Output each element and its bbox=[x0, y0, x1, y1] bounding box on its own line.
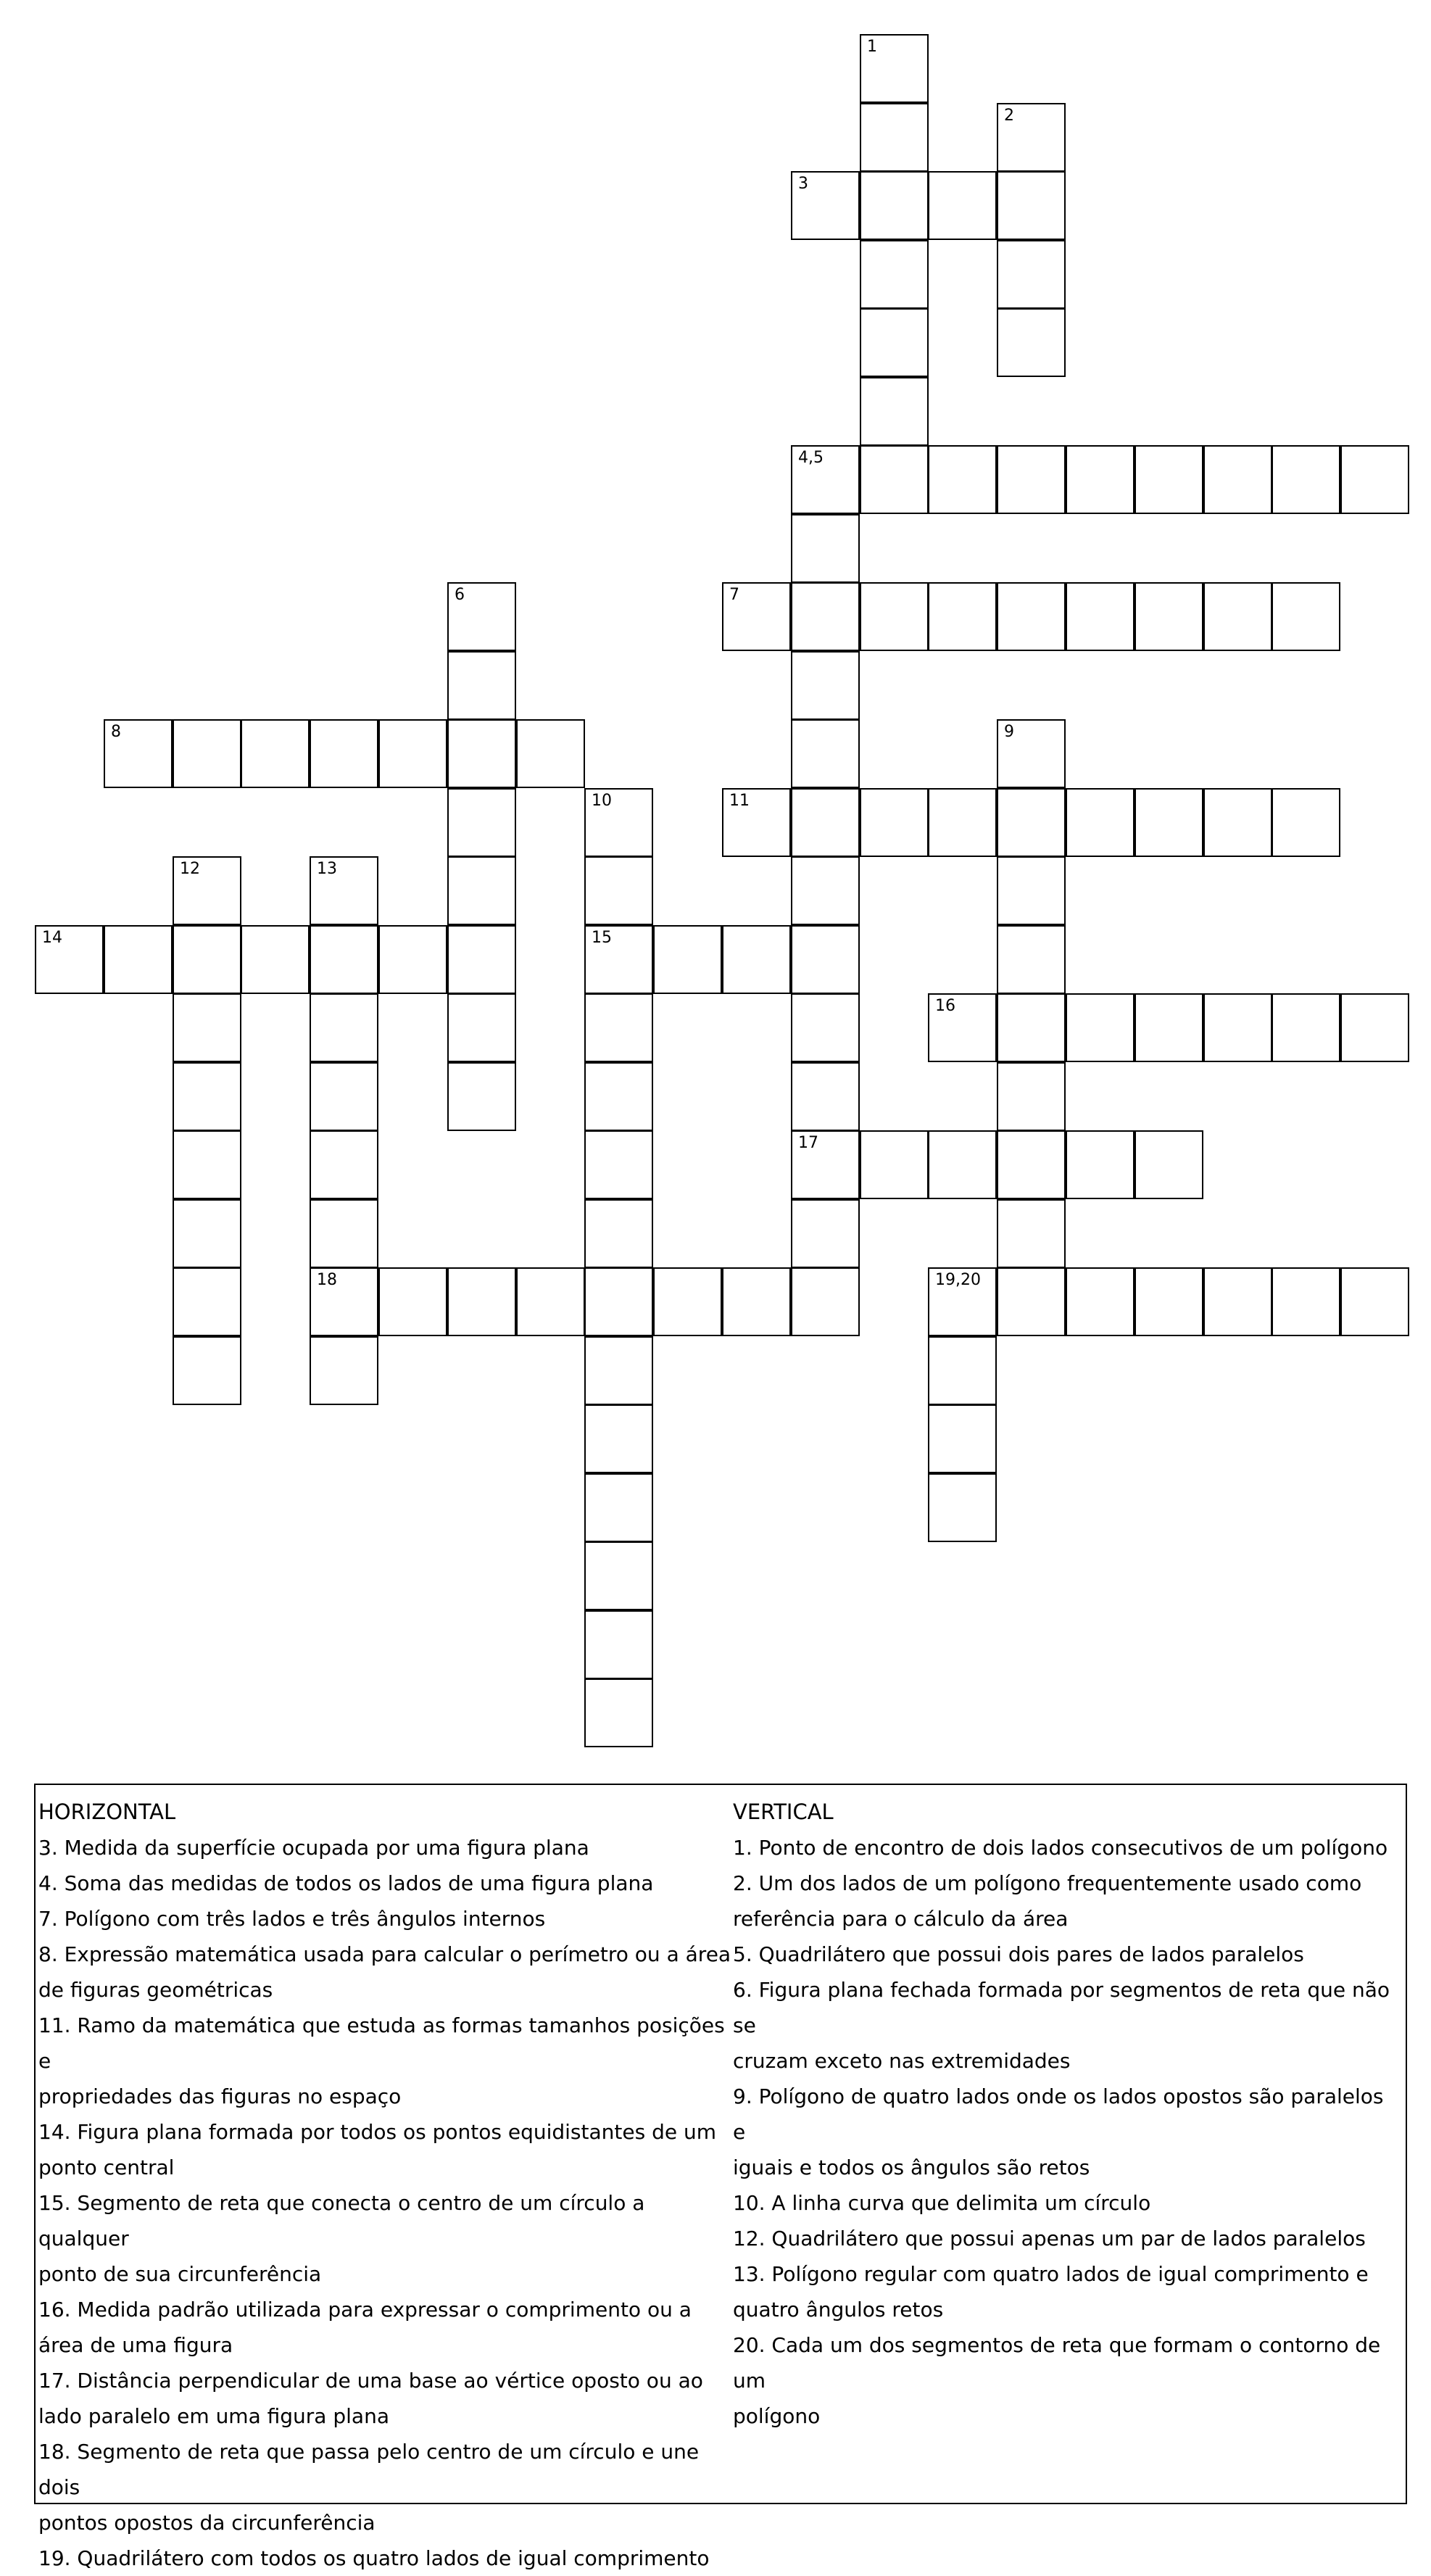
grid-cell[interactable] bbox=[791, 445, 860, 514]
grid-cell[interactable] bbox=[1340, 445, 1409, 514]
grid-cell[interactable] bbox=[310, 1336, 378, 1405]
grid-cell[interactable] bbox=[928, 1404, 997, 1473]
grid-cell[interactable] bbox=[447, 925, 516, 994]
vertical-heading: VERTICAL bbox=[733, 1800, 834, 1824]
grid-cell[interactable] bbox=[1203, 445, 1272, 514]
clue-number: 2 bbox=[1004, 107, 1014, 125]
clue-line: 17. Distância perpendicular de uma base ao vértice oposto ou ao bbox=[38, 2369, 703, 2393]
grid-cell[interactable] bbox=[928, 582, 997, 651]
grid-cell[interactable] bbox=[997, 240, 1066, 309]
grid-cell[interactable] bbox=[447, 719, 516, 788]
clue-line: 11. Ramo da matemática que estuda as formas tamanhos posições e bbox=[38, 2013, 725, 2073]
clue-number: 19,20 bbox=[935, 1271, 981, 1289]
grid-cell[interactable] bbox=[997, 856, 1066, 925]
grid-cell[interactable] bbox=[1066, 1267, 1135, 1336]
clue-number: 12 bbox=[180, 860, 200, 878]
grid-cell[interactable] bbox=[584, 1678, 653, 1747]
grid-cell[interactable] bbox=[1203, 788, 1272, 857]
grid-cell[interactable] bbox=[241, 719, 310, 788]
grid-cell[interactable] bbox=[1135, 1267, 1203, 1336]
grid-cell[interactable] bbox=[860, 308, 929, 377]
clue-line: 20. Cada um dos segmentos de reta que formam o contorno de um bbox=[733, 2333, 1381, 2393]
grid-cell[interactable] bbox=[584, 1541, 653, 1610]
horizontal-clues bbox=[38, 1794, 734, 2576]
grid-cell[interactable] bbox=[241, 925, 310, 994]
grid-cell[interactable] bbox=[997, 308, 1066, 377]
clue-line: 6. Figura plana fechada formada por segmentos de reta que não se bbox=[733, 1978, 1390, 2037]
grid-cell[interactable] bbox=[173, 1199, 241, 1268]
grid-cell[interactable] bbox=[860, 103, 929, 172]
clue-number: 16 bbox=[935, 997, 955, 1015]
grid-cell[interactable] bbox=[997, 719, 1066, 788]
grid-cell[interactable] bbox=[791, 1130, 860, 1199]
clue-number: 11 bbox=[729, 792, 750, 810]
grid-cell[interactable] bbox=[997, 1062, 1066, 1131]
grid-cell[interactable] bbox=[584, 993, 653, 1062]
grid-cell[interactable] bbox=[447, 856, 516, 925]
grid-cell[interactable] bbox=[997, 582, 1066, 651]
clue-line: iguais e todos os ângulos são retos bbox=[733, 2155, 1090, 2179]
grid-cell[interactable] bbox=[310, 1130, 378, 1199]
grid-cell[interactable] bbox=[997, 1267, 1066, 1336]
clue-line: 19. Quadrilátero com todos os quatro lados de igual comprimento bbox=[38, 2546, 710, 2570]
grid-cell[interactable] bbox=[104, 925, 173, 994]
grid-cell[interactable] bbox=[791, 1267, 860, 1336]
grid-cell[interactable] bbox=[378, 925, 447, 994]
clue-line: 8. Expressão matemática usada para calcular o perímetro ou a área bbox=[38, 1942, 731, 1966]
grid-cell[interactable] bbox=[928, 788, 997, 857]
grid-cell[interactable] bbox=[928, 993, 997, 1062]
grid-cell[interactable] bbox=[584, 925, 653, 994]
grid-cell[interactable] bbox=[173, 1336, 241, 1405]
grid-cell[interactable] bbox=[1340, 1267, 1409, 1336]
vertical-clues bbox=[733, 1794, 1400, 2434]
grid-cell[interactable] bbox=[1203, 1267, 1272, 1336]
grid-cell[interactable] bbox=[997, 993, 1066, 1062]
clue-line: pontos opostos da circunferência bbox=[38, 2511, 376, 2535]
grid-cell[interactable] bbox=[173, 1062, 241, 1131]
grid-cell[interactable] bbox=[997, 925, 1066, 994]
clue-line: ponto de sua circunferência bbox=[38, 2262, 322, 2286]
clue-line: 2. Um dos lados de um polígono frequentemente usado como bbox=[733, 1871, 1362, 1895]
clue-line: 18. Segmento de reta que passa pelo centro de um círculo e une dois bbox=[38, 2440, 700, 2499]
grid-cell[interactable] bbox=[173, 993, 241, 1062]
grid-cell[interactable] bbox=[447, 582, 516, 651]
clue-line: ponto central bbox=[38, 2155, 175, 2179]
grid-cell[interactable] bbox=[791, 651, 860, 720]
clue-line: referência para o cálculo da área bbox=[733, 1907, 1069, 1931]
grid-cell[interactable] bbox=[516, 1267, 585, 1336]
clue-number: 1 bbox=[867, 38, 877, 56]
grid-cell[interactable] bbox=[104, 719, 173, 788]
grid-cell[interactable] bbox=[584, 1336, 653, 1405]
grid-cell[interactable] bbox=[1066, 1130, 1135, 1199]
grid-cell[interactable] bbox=[1135, 993, 1203, 1062]
clue-line: quatro ângulos retos bbox=[733, 2298, 944, 2322]
clue-line: 16. Medida padrão utilizada para expressar o comprimento ou a bbox=[38, 2298, 692, 2322]
clue-line: 4. Soma das medidas de todos os lados de uma figura plana bbox=[38, 1871, 654, 1895]
grid-cell[interactable] bbox=[928, 1267, 997, 1336]
grid-cell[interactable] bbox=[928, 445, 997, 514]
grid-cell[interactable] bbox=[378, 1267, 447, 1336]
grid-cell[interactable] bbox=[791, 925, 860, 994]
clue-line: 9. Polígono de quatro lados onde os lados opostos são paralelos e bbox=[733, 2084, 1384, 2144]
grid-cell[interactable] bbox=[928, 1473, 997, 1542]
grid-cell[interactable] bbox=[860, 445, 929, 514]
grid-cell[interactable] bbox=[584, 788, 653, 857]
grid-cell[interactable] bbox=[1066, 445, 1135, 514]
grid-cell[interactable] bbox=[653, 925, 722, 994]
clue-line: polígono bbox=[733, 2404, 821, 2428]
grid-cell[interactable] bbox=[1066, 582, 1135, 651]
grid-cell[interactable] bbox=[584, 1404, 653, 1473]
grid-cell[interactable] bbox=[447, 1267, 516, 1336]
grid-cell[interactable] bbox=[653, 1267, 722, 1336]
grid-cell[interactable] bbox=[447, 651, 516, 720]
clue-line: 5. Quadrilátero que possui dois pares de lados paralelos bbox=[733, 1942, 1304, 1966]
grid-cell[interactable] bbox=[310, 856, 378, 925]
grid-cell[interactable] bbox=[791, 788, 860, 857]
grid-cell[interactable] bbox=[860, 34, 929, 103]
grid-cell[interactable] bbox=[860, 788, 929, 857]
clue-line: lado paralelo em uma figura plana bbox=[38, 2404, 389, 2428]
clue-number: 14 bbox=[42, 929, 62, 947]
grid-cell[interactable] bbox=[928, 1336, 997, 1405]
grid-cell[interactable] bbox=[584, 1267, 653, 1336]
horizontal-clue-list bbox=[38, 1830, 734, 2576]
grid-cell[interactable] bbox=[1066, 788, 1135, 857]
grid-cell[interactable] bbox=[1272, 1267, 1340, 1336]
clue-number: 15 bbox=[592, 929, 612, 947]
grid-cell[interactable] bbox=[1272, 993, 1340, 1062]
clue-line: 10. A linha curva que delimita um círculo bbox=[733, 2191, 1151, 2215]
grid-cell[interactable] bbox=[791, 171, 860, 240]
grid-cell[interactable] bbox=[997, 1199, 1066, 1268]
grid-cell[interactable] bbox=[928, 1130, 997, 1199]
clue-line: 1. Ponto de encontro de dois lados consecutivos de um polígono bbox=[733, 1836, 1388, 1860]
grid-cell[interactable] bbox=[310, 1267, 378, 1336]
grid-cell[interactable] bbox=[1272, 582, 1340, 651]
clue-line: propriedades das figuras no espaço bbox=[38, 2084, 402, 2108]
grid-cell[interactable] bbox=[997, 103, 1066, 172]
grid-cell[interactable] bbox=[310, 719, 378, 788]
grid-cell[interactable] bbox=[860, 240, 929, 309]
grid-cell[interactable] bbox=[310, 993, 378, 1062]
clue-line: 13. Polígono regular com quatro lados de igual comprimento e bbox=[733, 2262, 1369, 2286]
grid-cell[interactable] bbox=[791, 582, 860, 651]
clue-line: 14. Figura plana formada por todos os pontos equidistantes de um bbox=[38, 2120, 717, 2144]
grid-cell[interactable] bbox=[1135, 582, 1203, 651]
clue-line: cruzam exceto nas extremidades bbox=[733, 2049, 1071, 2073]
grid-cell[interactable] bbox=[997, 788, 1066, 857]
grid-cell[interactable] bbox=[378, 719, 447, 788]
grid-cell[interactable] bbox=[173, 925, 241, 994]
grid-cell[interactable] bbox=[1135, 788, 1203, 857]
grid-cell[interactable] bbox=[584, 1610, 653, 1679]
clue-number: 18 bbox=[317, 1271, 337, 1289]
clue-line: de figuras geométricas bbox=[38, 1978, 273, 2002]
grid-cell[interactable] bbox=[35, 925, 104, 994]
grid-cell[interactable] bbox=[173, 719, 241, 788]
grid-cell[interactable] bbox=[791, 1062, 860, 1131]
grid-cell[interactable] bbox=[791, 1199, 860, 1268]
grid-cell[interactable] bbox=[1203, 582, 1272, 651]
grid-cell[interactable] bbox=[860, 1130, 929, 1199]
grid-cell[interactable] bbox=[791, 514, 860, 583]
grid-cell[interactable] bbox=[1340, 993, 1409, 1062]
clue-line: 3. Medida da superfície ocupada por uma figura plana bbox=[38, 1836, 589, 1860]
grid-cell[interactable] bbox=[310, 925, 378, 994]
clue-number: 13 bbox=[317, 860, 337, 878]
grid-cell[interactable] bbox=[584, 1473, 653, 1542]
grid-cell[interactable] bbox=[310, 1199, 378, 1268]
vertical-clue-list bbox=[733, 1830, 1400, 2434]
grid-cell[interactable] bbox=[310, 1062, 378, 1131]
grid-cell[interactable] bbox=[447, 1062, 516, 1131]
grid-cell[interactable] bbox=[860, 171, 929, 240]
clue-number: 8 bbox=[111, 723, 121, 741]
grid-cell[interactable] bbox=[1272, 788, 1340, 857]
grid-cell[interactable] bbox=[928, 171, 997, 240]
clue-number: 3 bbox=[798, 175, 808, 193]
grid-cell[interactable] bbox=[722, 582, 791, 651]
grid-cell[interactable] bbox=[516, 719, 585, 788]
grid-cell[interactable] bbox=[1135, 445, 1203, 514]
grid-cell[interactable] bbox=[584, 1130, 653, 1199]
horizontal-heading: HORIZONTAL bbox=[38, 1800, 176, 1824]
grid-cell[interactable] bbox=[791, 719, 860, 788]
clue-number: 17 bbox=[798, 1134, 818, 1152]
clue-line: 12. Quadrilátero que possui apenas um par de lados paralelos bbox=[733, 2227, 1366, 2250]
grid-cell[interactable] bbox=[584, 1199, 653, 1268]
grid-cell[interactable] bbox=[1135, 1130, 1203, 1199]
clue-number: 7 bbox=[729, 586, 739, 604]
clue-number: 10 bbox=[592, 792, 612, 810]
grid-cell[interactable] bbox=[1066, 993, 1135, 1062]
grid-cell[interactable] bbox=[860, 582, 929, 651]
clues-box bbox=[34, 1784, 1407, 2570]
grid-cell[interactable] bbox=[173, 1130, 241, 1199]
grid-cell[interactable] bbox=[860, 377, 929, 446]
grid-cell[interactable] bbox=[1272, 445, 1340, 514]
grid-cell[interactable] bbox=[722, 925, 791, 994]
grid-cell[interactable] bbox=[584, 856, 653, 925]
grid-cell[interactable] bbox=[173, 1267, 241, 1336]
grid-cell[interactable] bbox=[447, 993, 516, 1062]
grid-cell[interactable] bbox=[997, 445, 1066, 514]
grid-cell[interactable] bbox=[997, 171, 1066, 240]
clue-line: 7. Polígono com três lados e três ângulos internos bbox=[38, 1907, 546, 1931]
clue-line: área de uma figura bbox=[38, 2333, 233, 2357]
grid-cell[interactable] bbox=[1203, 993, 1272, 1062]
grid-cell[interactable] bbox=[791, 856, 860, 925]
grid-cell[interactable] bbox=[791, 993, 860, 1062]
grid-cell[interactable] bbox=[722, 1267, 791, 1336]
grid-cell[interactable] bbox=[584, 1062, 653, 1131]
grid-cell[interactable] bbox=[447, 788, 516, 857]
clue-line: 15. Segmento de reta que conecta o centro de um círculo a qualquer bbox=[38, 2191, 645, 2250]
grid-cell[interactable] bbox=[997, 1130, 1066, 1199]
clue-number: 4,5 bbox=[798, 449, 824, 467]
clue-number: 9 bbox=[1004, 723, 1014, 741]
grid-cell[interactable] bbox=[173, 856, 241, 925]
grid-cell[interactable] bbox=[722, 788, 791, 857]
clue-number: 6 bbox=[455, 586, 465, 604]
